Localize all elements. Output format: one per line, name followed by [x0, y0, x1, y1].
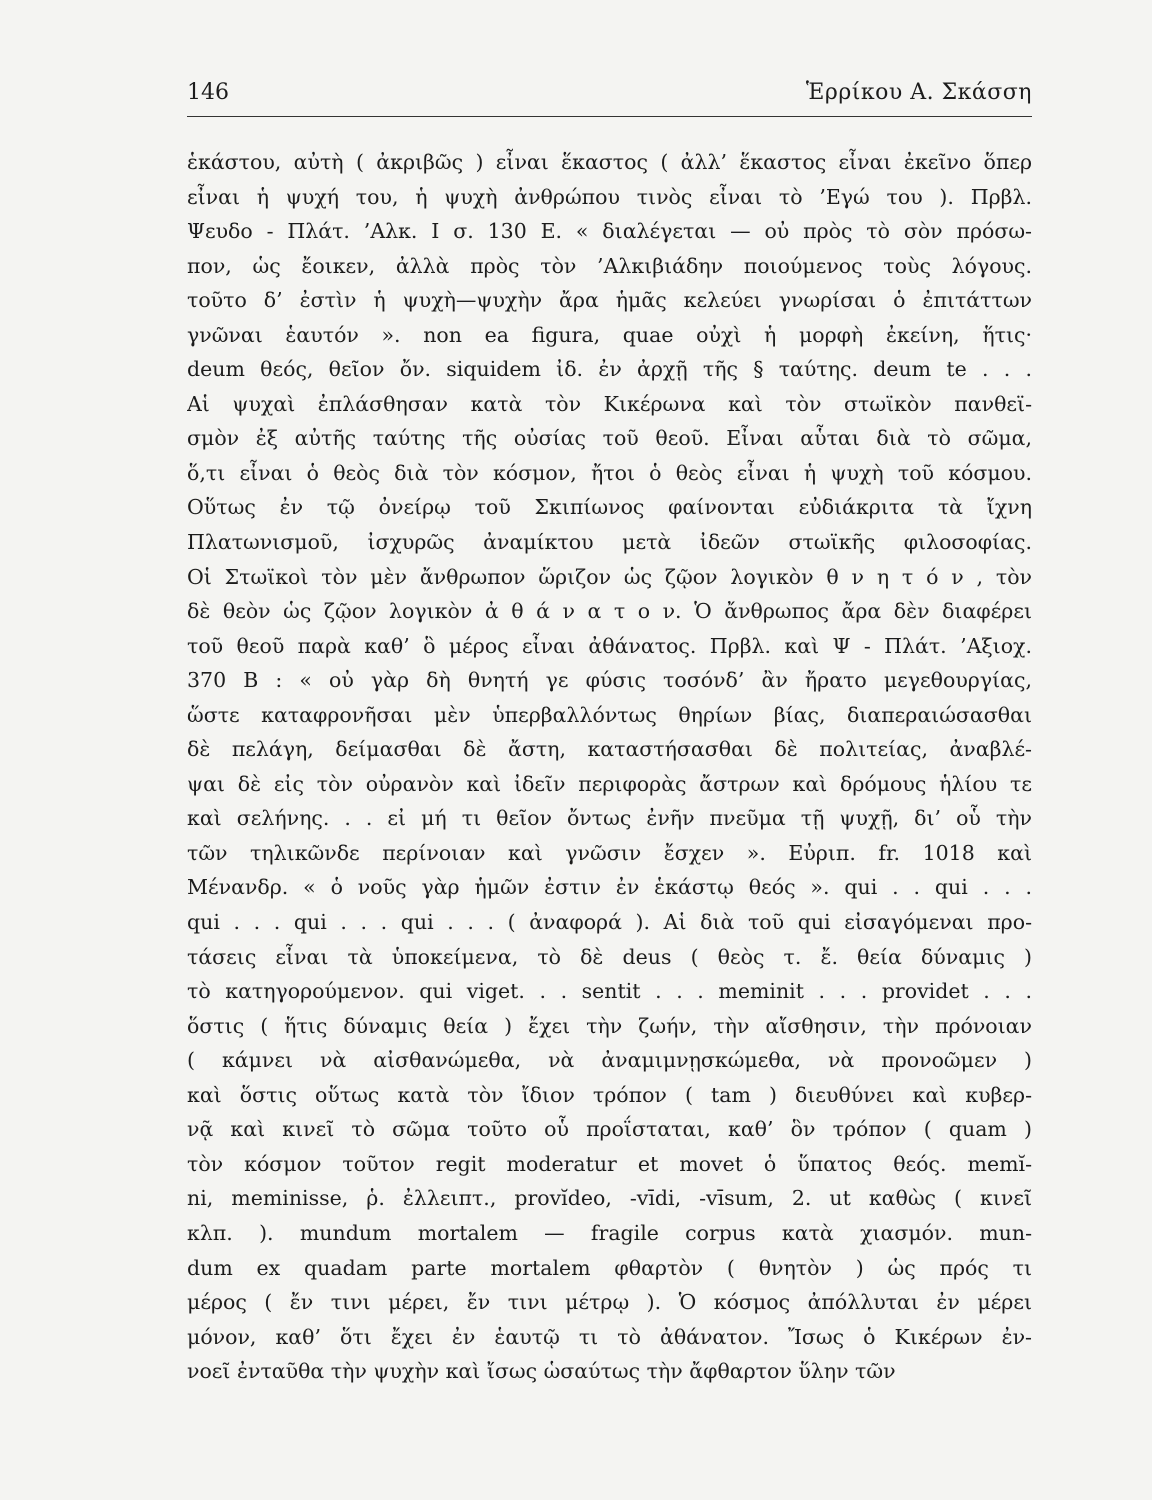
- text-line: ὅστις ( ἥτις δύναμις θεία ) ἔχει τὴν ζωήν, τὴν αἴσθησιν, τὴν πρόνοιαν: [187, 1013, 1032, 1038]
- text-line: εἶναι ἡ ψυχή του, ἡ ψυχὴ ἀνθρώπου τινὸς εἶναι τὸ ’Εγώ του ). Πρβλ.: [187, 184, 1032, 209]
- text-line: Πλατωνισμοῦ, ἰσχυρῶς ἀναμίκτου μετὰ ἰδεῶν στωϊκῆς φιλοσοφίας.: [187, 530, 1032, 555]
- text-line: Οἱ Στωϊκοὶ τὸν μὲν ἄνθρωπον ὥριζον ὡς ζῷον λογικὸν θ ν η τ ό ν , τὸν: [187, 564, 1032, 589]
- text-line: μόνον, καθ’ ὅτι ἔχει ἐν ἑαυτῷ τι τὸ ἀθάνατον. Ἴσως ὁ Κικέρων ἐν-: [187, 1324, 1032, 1349]
- text-line: deum θεός, θεῖον ὄν. siquidem ἰδ. ἐν ἀρχῇ τῆς § ταύτης. deum te . . .: [187, 357, 1032, 382]
- text-line: Ψευδο - Πλάτ. ’Αλκ. Ι σ. 130 Ε. « διαλέγεται — οὐ πρὸς τὸ σὸν πρόσω-: [187, 219, 1032, 244]
- text-line: καὶ σελήνης. . . εἰ μή τι θεῖον ὄντως ἐνῆν πνεῦμα τῇ ψυχῇ, δι’ οὗ τὴν: [187, 806, 1032, 831]
- text-line: δὲ πελάγη, δείμασθαι δὲ ἄστη, καταστήσασθαι δὲ πολιτείας, ἀναβλέ-: [187, 737, 1032, 762]
- text-line: Μένανδρ. « ὁ νοῦς γὰρ ἡμῶν ἐστιν ἐν ἑκάστῳ θεός ». qui . . qui . . .: [187, 875, 1032, 900]
- text-line: τοῦ θεοῦ παρὰ καθ’ ὃ μέρος εἶναι ἀθάνατος. Πρβλ. καὶ Ψ - Πλάτ. ’Αξιοχ.: [187, 633, 1032, 658]
- text-line: μέρος ( ἔν τινι μέρει, ἔν τινι μέτρῳ ). Ὁ κόσμος ἀπόλλυται ἐν μέρει: [187, 1290, 1032, 1315]
- page-number: 146: [187, 80, 229, 105]
- text-line: καὶ ὅστις οὕτως κατὰ τὸν ἴδιον τρόπον ( tam ) διευθύνει καὶ κυβερ-: [187, 1082, 1032, 1107]
- text-line: τὸν κόσμον τοῦτον regit moderatur et movet ὁ ὕπατος θεός. memĭ-: [187, 1151, 1032, 1176]
- text-line: ἑκάστου, αὐτὴ ( ἀκριβῶς ) εἶναι ἕκαστος ( ἀλλ’ ἕκαστος εἶναι ἐκεῖνο ὅπερ: [187, 150, 1032, 174]
- text-line: ( κάμνει νὰ αἰσθανώμεθα, νὰ ἀναμιμνῃσκώμεθα, νὰ προνοῶμεν ): [187, 1048, 1032, 1073]
- text-line: dum ex quadam parte mortalem φθαρτὸν ( θνητὸν ) ὡς πρός τι: [187, 1255, 1032, 1280]
- text-line: ὅ,τι εἶναι ὁ θεὸς διὰ τὸν κόσμον, ἤτοι ὁ θεὸς εἶναι ἡ ψυχὴ τοῦ κόσμου.: [187, 460, 1032, 485]
- text-line: σμὸν ἐξ αὐτῆς ταύτης τῆς οὐσίας τοῦ θεοῦ. Εἶναι αὗται διὰ τὸ σῶμα,: [187, 426, 1032, 451]
- text-line: νᾷ καὶ κινεῖ τὸ σῶμα τοῦτο οὗ προΐσταται, καθ’ ὃν τρόπον ( quam ): [187, 1117, 1032, 1142]
- page-header: [187, 80, 1032, 116]
- text-line: νοεῖ ἐνταῦθα τὴν ψυχὴν καὶ ἴσως ὡσαύτως τὴν ἄφθαρτον ὕλην τῶν: [187, 1359, 896, 1384]
- text-line: τάσεις εἶναι τὰ ὑποκείμενα, τὸ δὲ deus ( θεὸς τ. ἔ. θεία δύναμις ): [187, 944, 1032, 969]
- text-line: ni, meminisse, ῥ. ἐλλειπτ., provĭdeo, -vīdi, -vīsum, 2. ut καθὼς ( κινεῖ: [187, 1186, 1032, 1211]
- text-line: τὸ κατηγορούμενον. qui viget. . . sentit . . . meminit . . . providet . . .: [187, 979, 1032, 1004]
- text-line: qui . . . qui . . . qui . . . ( ἀναφορά ). Αἱ διὰ τοῦ qui εἰσαγόμεναι προ-: [187, 910, 1032, 935]
- text-line: ψαι δὲ εἰς τὸν οὐρανὸν καὶ ἰδεῖν περιφορὰς ἄστρων καὶ δρόμους ἡλίου τε: [187, 771, 1032, 796]
- running-head: Ἑρρίκου Α. Σκάσση: [805, 80, 1032, 105]
- text-line: Αἱ ψυχαὶ ἐπλάσθησαν κατὰ τὸν Κικέρωνα καὶ τὸν στωϊκὸν πανθεϊ-: [187, 391, 1032, 416]
- text-line: δὲ θεὸν ὡς ζῷον λογικὸν ἀ θ ά ν α τ ο ν. Ὁ ἄνθρωπος ἄρα δὲν διαφέρει: [187, 599, 1032, 624]
- text-line: τῶν τηλικῶνδε περίνοιαν καὶ γνῶσιν ἔσχεν ». Εὐριπ. fr. 1018 καὶ: [187, 840, 1032, 865]
- text-line: ὥστε καταφρονῆσαι μὲν ὑπερβαλλόντως θηρίων βίας, διαπεραιώσασθαι: [187, 702, 1032, 727]
- text-line: τοῦτο δ’ ἐστὶν ἡ ψυχὴ—ψυχὴν ἄρα ἡμᾶς κελεύει γνωρίσαι ὁ ἐπιτάττων: [187, 288, 1032, 313]
- text-line: 370 Β : « οὐ γὰρ δὴ θνητή γε φύσις τοσόνδ’ ἂν ἤρατο μεγεθουργίας,: [187, 668, 1032, 693]
- header-rule: [187, 116, 1032, 117]
- text-line: Οὕτως ἐν τῷ ὀνείρῳ τοῦ Σκιπίωνος φαίνονται εὐδιάκριτα τὰ ἴχνη: [187, 495, 1032, 520]
- text-line: πον, ὡς ἔοικεν, ἀλλὰ πρὸς τὸν ’Αλκιβιάδην ποιούμενος τοὺς λόγους.: [187, 253, 1032, 278]
- text-line: γνῶναι ἑαυτόν ». non ea figura, quae οὐχὶ ἡ μορφὴ ἐκείνη, ἥτις·: [187, 322, 1032, 347]
- text-line: κλπ. ). mundum mortalem — fragile corpus κατὰ χιασμόν. mun-: [187, 1220, 1032, 1245]
- body-text: [187, 145, 1032, 1389]
